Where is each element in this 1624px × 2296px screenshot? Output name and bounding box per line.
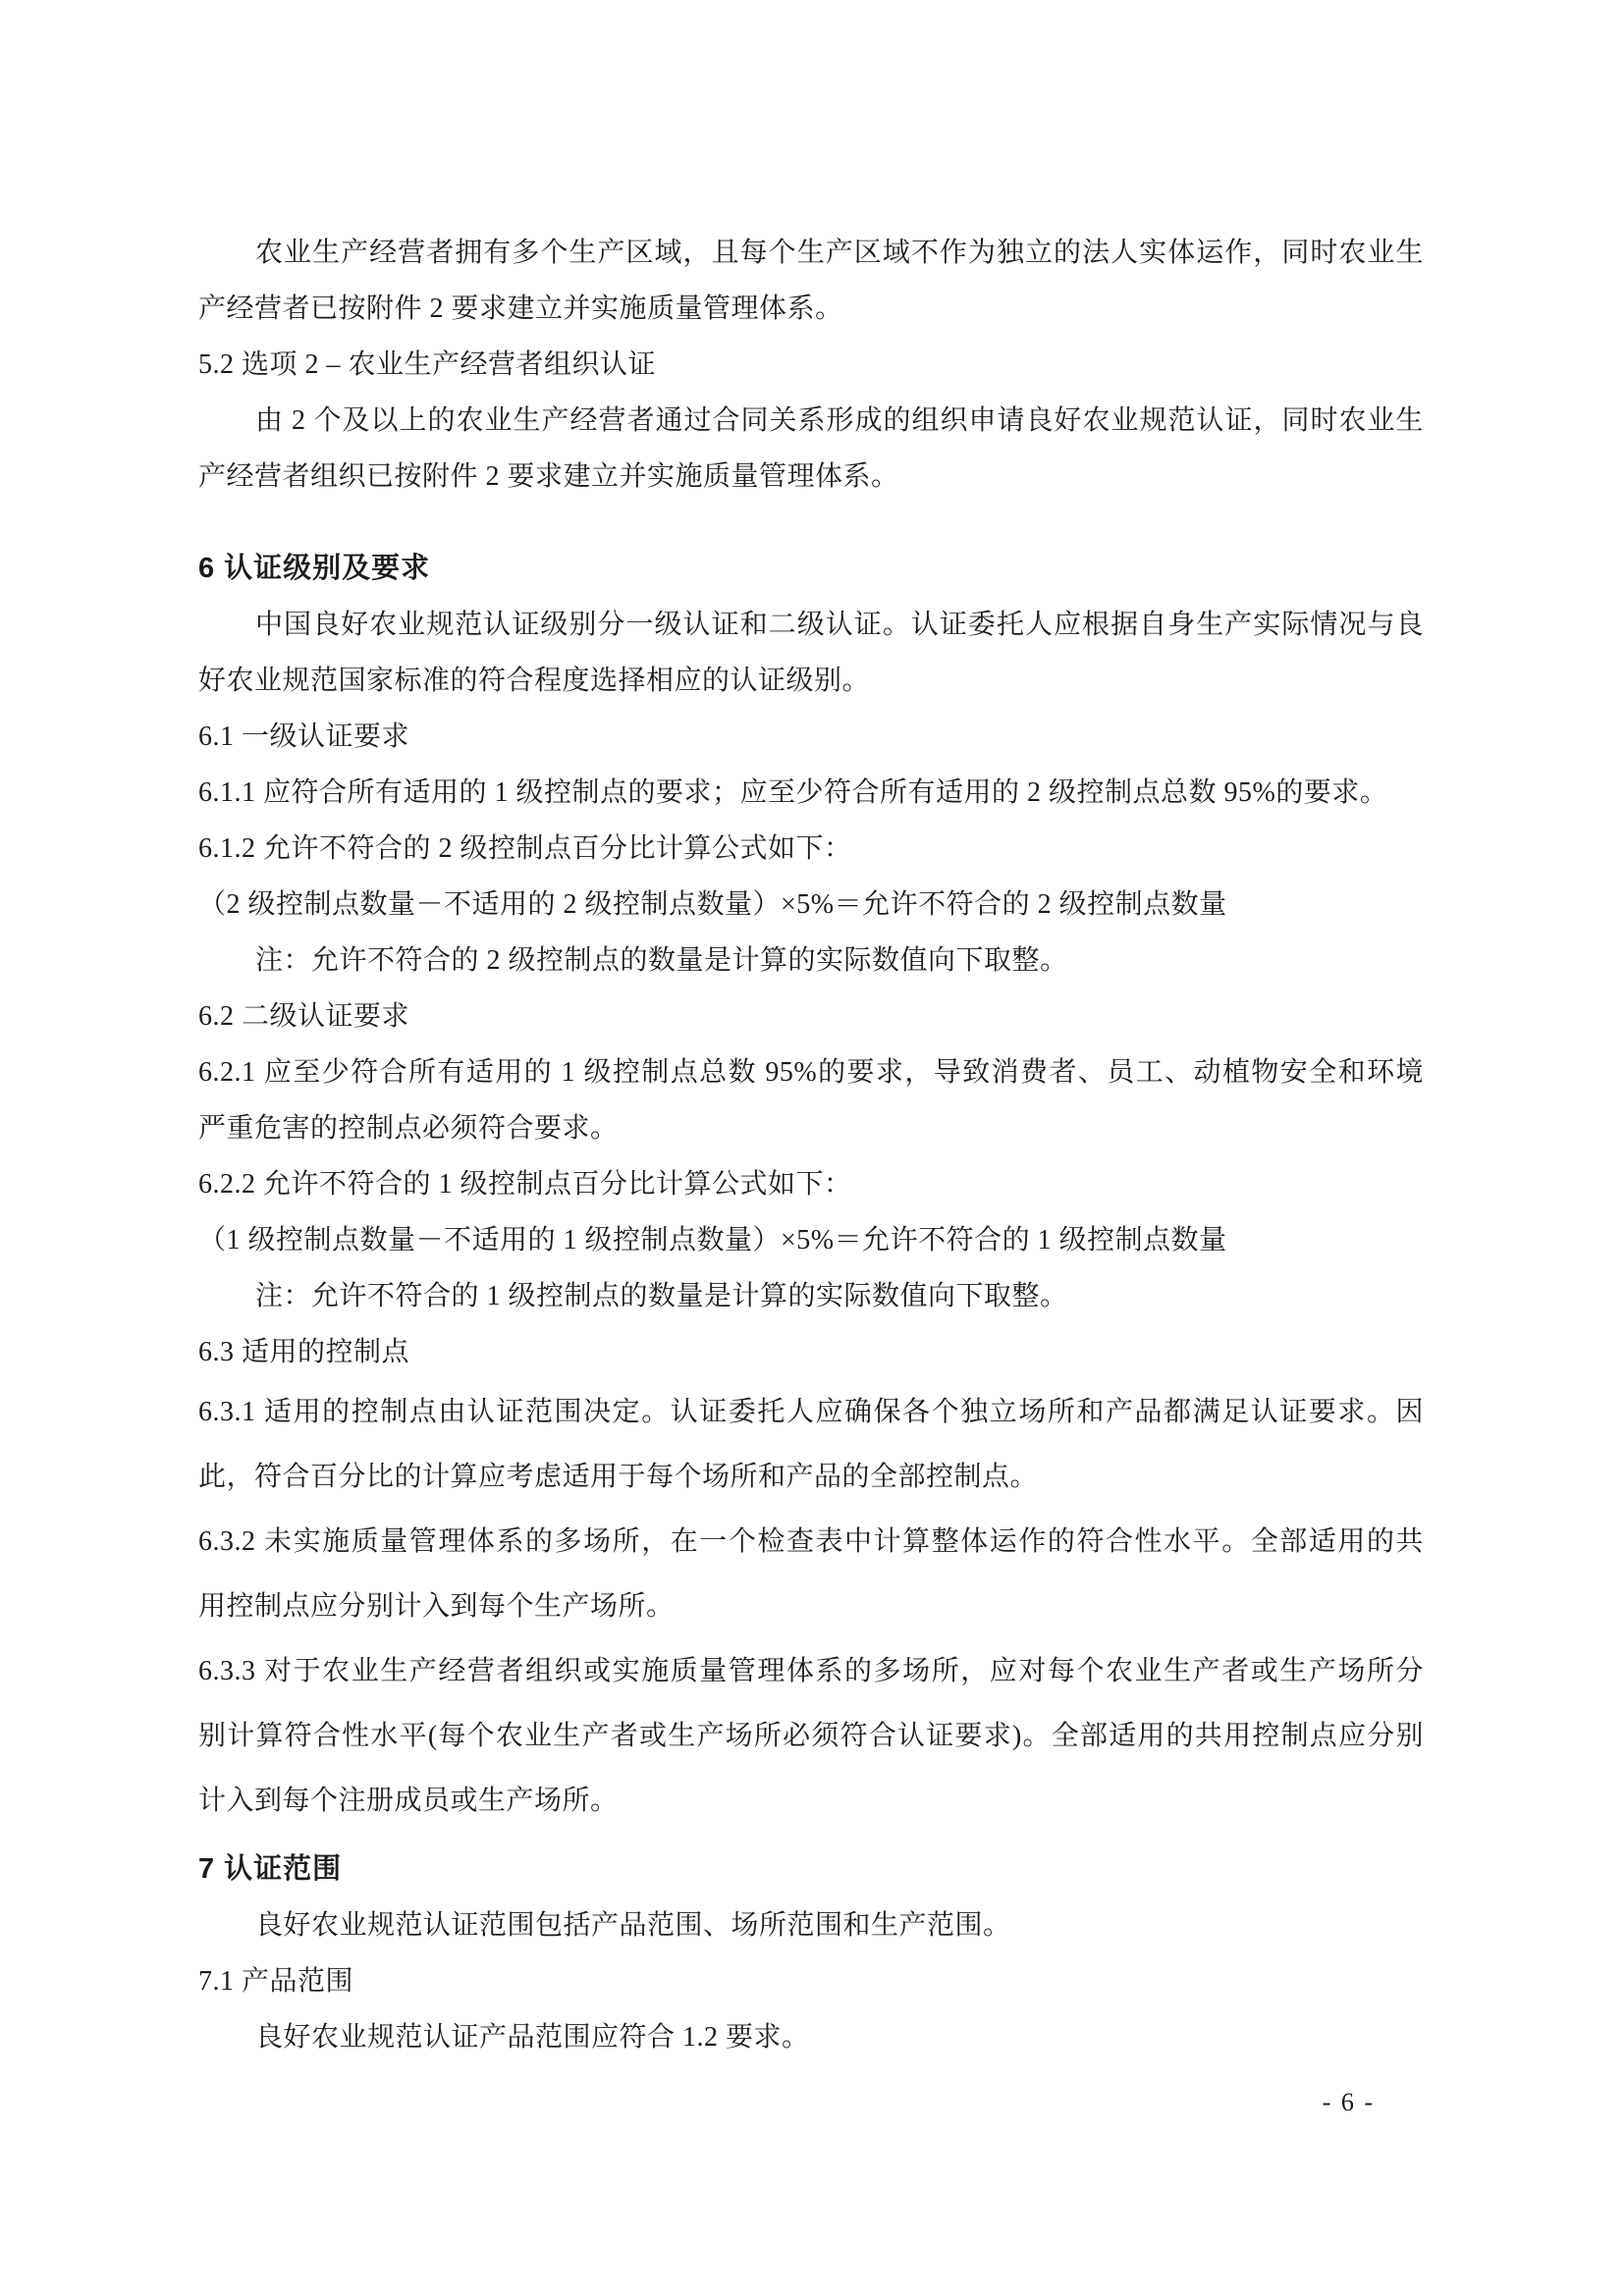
paragraph-line: 注：允许不符合的 1 级控制点的数量是计算的实际数值向下取整。 <box>255 1281 1068 1311</box>
paragraph-line: 6.3 适用的控制点 <box>198 1337 410 1367</box>
paragraph-line: 用控制点应分别计入到每个生产场所。 <box>198 1591 675 1622</box>
paragraph-line: 6.1.2 允许不符合的 2 级控制点百分比计算公式如下： <box>198 833 852 864</box>
paragraph-line: 6.2.2 允许不符合的 1 级控制点百分比计算公式如下： <box>198 1169 852 1200</box>
paragraph-line: 良好农业规范认证产品范围应符合 1.2 要求。 <box>255 2022 810 2053</box>
paragraph-line: 6.3.2 未实施质量管理体系的多场所，在一个检查表中计算整体运作的符合性水平。全部适用的共 <box>198 1526 1424 1557</box>
paragraph-line: 6.1.1 应符合所有适用的 1 级控制点的要求；应至少符合所有适用的 2 级控制点总数 95%的要求。 <box>198 777 1388 808</box>
paragraph-line: 好农业规范国家标准的符合程度选择相应的认证级别。 <box>198 666 871 696</box>
paragraph-line: 注：允许不符合的 2 级控制点的数量是计算的实际数值向下取整。 <box>255 945 1068 976</box>
paragraph-line: 农业生产经营者拥有多个生产区域，且每个生产区域不作为独立的法人实体运作，同时农业生 <box>255 238 1424 268</box>
paragraph-line: 别计算符合性水平(每个农业生产者或生产场所必须符合认证要求)。全部适用的共用控制点应分别 <box>198 1721 1424 1751</box>
paragraph-line: （2 级控制点数量－不适用的 2 级控制点数量）×5%＝允许不符合的 2 级控制点数量 <box>198 889 1227 920</box>
paragraph-line: 6.3.1 适用的控制点由认证范围决定。认证委托人应确保各个独立场所和产品都满足认证要求。因 <box>198 1397 1424 1427</box>
section-heading: 6 认证级别及要求 <box>198 553 431 584</box>
paragraph-line: 7.1 产品范围 <box>198 1966 354 1997</box>
paragraph-line: 中国良好农业规范认证级别分一级认证和二级认证。认证委托人应根据自身生产实际情况与良 <box>255 610 1424 640</box>
page-number: - 6 - <box>1322 2088 1375 2116</box>
paragraph-line: 良好农业规范认证范围包括产品范围、场所范围和生产范围。 <box>255 1910 1011 1941</box>
paragraph-line: 6.1 一级认证要求 <box>198 721 410 752</box>
paragraph-line: （1 级控制点数量－不适用的 1 级控制点数量）×5%＝允许不符合的 1 级控制点数量 <box>198 1225 1227 1255</box>
paragraph-line: 6.3.3 对于农业生产经营者组织或实施质量管理体系的多场所，应对每个农业生产者或生产场所分 <box>198 1656 1424 1686</box>
paragraph-line: 由 2 个及以上的农业生产经营者通过合同关系形成的组织申请良好农业规范认证，同时农业生 <box>255 405 1424 436</box>
paragraph-line: 5.2 选项 2 – 农业生产经营者组织认证 <box>198 349 657 380</box>
paragraph-line: 6.2.1 应至少符合所有适用的 1 级控制点总数 95%的要求，导致消费者、员工、动植物安全和环境 <box>198 1057 1424 1088</box>
paragraph-line: 产经营者组织已按附件 2 要求建立并实施质量管理体系。 <box>198 461 899 492</box>
paragraph-line: 此，符合百分比的计算应考虑适用于每个场所和产品的全部控制点。 <box>198 1462 1039 1492</box>
paragraph-line: 6.2 二级认证要求 <box>198 1001 410 1032</box>
document-body <box>198 225 1424 2065</box>
section-heading: 7 认证范围 <box>198 1853 343 1885</box>
paragraph-line: 计入到每个注册成员或生产场所。 <box>198 1786 619 1816</box>
paragraph-line: 产经营者已按附件 2 要求建立并实施质量管理体系。 <box>198 294 843 324</box>
paragraph-line: 严重危害的控制点必须符合要求。 <box>198 1113 619 1144</box>
